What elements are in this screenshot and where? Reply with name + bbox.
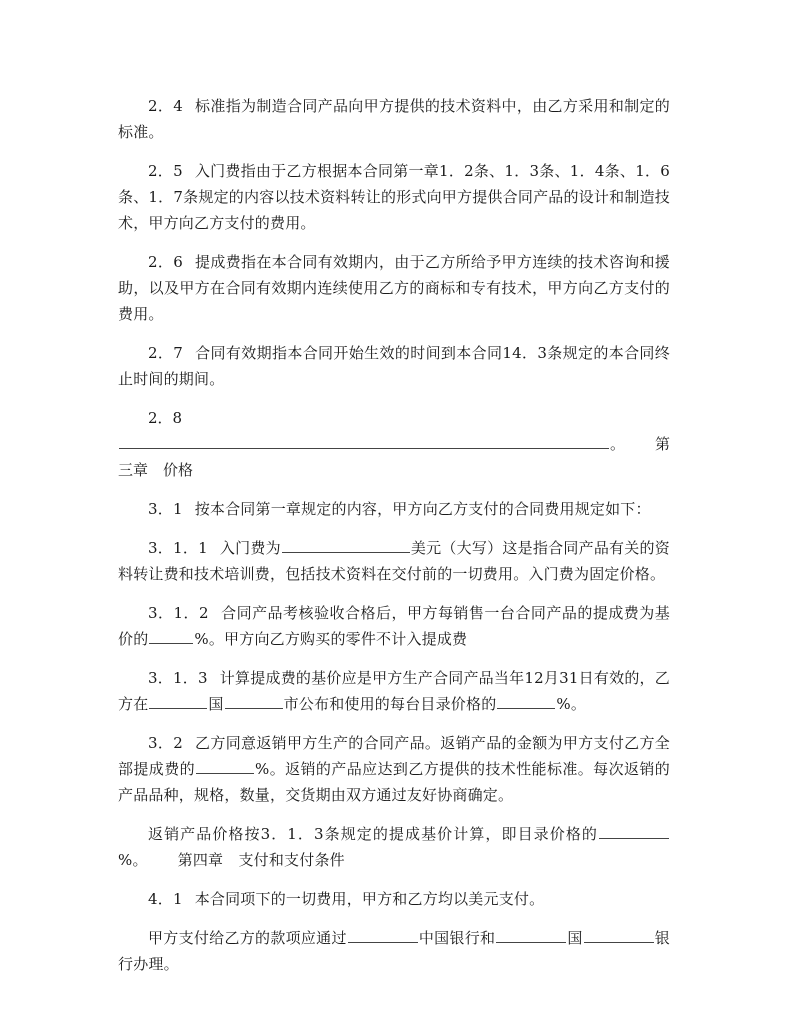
clause-text: 国	[208, 695, 224, 713]
fill-blank-city[interactable]	[225, 691, 283, 709]
clause-text: 国	[567, 929, 583, 947]
clause-number: 2．8	[148, 409, 183, 427]
chapter-heading-prefix: 第	[654, 435, 670, 453]
clause-2-5	[118, 158, 670, 236]
fill-blank-royalty-percent[interactable]	[149, 626, 193, 644]
clause-number: 3．1．3	[148, 669, 208, 687]
clause-text: 计算提成费的基价应是甲方生产合同产品当年12月31日有效的，乙方在	[118, 669, 670, 713]
clause-text: 银行办理。	[118, 929, 670, 973]
clause-text: %。返销的产品应达到乙方提供的技术性能标准。每次返销的产品品种，规格，数量，交货期由双方通过友好协商确定。	[118, 760, 670, 804]
clause-text: 美元（大写）这是指合同产品有关的资料转让费和技术培训费，包括技术资料在交付前的一切费用。入门费为固定价格。	[118, 539, 670, 583]
contract-page	[118, 93, 670, 990]
fill-blank-bank-1[interactable]	[348, 925, 418, 943]
clause-text: 提成费指在本合同有效期内，由于乙方所给予甲方连续的技术咨询和援助，以及甲方在合同有效期内连续使用乙方的商标和专有技术，甲方向乙方支付的费用。	[118, 253, 670, 323]
clause-text: %。	[118, 851, 148, 869]
fill-blank-resale-percent[interactable]	[599, 821, 669, 839]
fill-blank-buyback-percent[interactable]	[196, 756, 254, 774]
clause-3-1	[118, 496, 670, 522]
clause-text: 入门费为	[219, 539, 281, 557]
clause-2-6	[118, 249, 670, 327]
clause-number: 2．6	[148, 253, 183, 271]
clause-text: 合同产品考核验收合格后，甲方每销售一台合同产品的提成费为基价的	[118, 604, 670, 648]
clause-text: %。甲方向乙方购买的零件不计入提成费	[194, 630, 468, 648]
clause-3-1-2	[118, 600, 670, 652]
clause-number: 3．1．1	[148, 539, 208, 557]
clause-2-7	[118, 340, 670, 392]
clause-text: 标准指为制造合同产品向甲方提供的技术资料中，由乙方采用和制定的标准。	[118, 97, 670, 141]
clause-number: 3．1．2	[148, 604, 209, 622]
resale-price-paragraph	[118, 821, 670, 873]
clause-end: 。	[610, 435, 626, 453]
clause-text: 本合同项下的一切费用，甲方和乙方均以美元支付。	[194, 890, 545, 908]
clause-text: 入门费指由于乙方根据本合同第一章1．2条、1．3条、1．4条、1．6条、1．7条规定的内容以技术资料转让的形式向甲方提供合同产品的设计和制造技术，甲方向乙方支付的费用。	[118, 162, 670, 232]
fill-blank[interactable]	[119, 431, 609, 449]
chapter-4-heading: 第四章 支付和支付条件	[177, 851, 345, 869]
clause-text: 按本合同第一章规定的内容，甲方向乙方支付的合同费用规定如下：	[194, 500, 651, 518]
clause-3-1-3	[118, 665, 670, 717]
clause-text: 乙方同意返销甲方生产的合同产品。返销产品的金额为甲方支付乙方全部提成费的	[118, 734, 670, 778]
clause-text: 中国银行和	[418, 929, 496, 947]
payment-paragraph	[118, 925, 670, 977]
fill-blank-country[interactable]	[149, 691, 207, 709]
clause-text: 返销产品价格按3．1．3条规定的提成基价计算，即目录价格的	[148, 825, 598, 843]
clause-4-1	[118, 886, 670, 912]
clause-number: 3．1	[148, 500, 183, 518]
fill-blank-country-2[interactable]	[496, 925, 566, 943]
fill-blank-bank-2[interactable]	[584, 925, 654, 943]
clause-number: 4．1	[148, 890, 183, 908]
clause-2-8	[118, 405, 670, 483]
chapter-3-heading: 三章 价格	[118, 461, 194, 479]
clause-3-1-1	[118, 535, 670, 587]
clause-text: %。	[556, 695, 587, 713]
clause-text: 甲方支付给乙方的款项应通过	[148, 929, 347, 947]
clause-2-4	[118, 93, 670, 145]
clause-number: 2．7	[148, 344, 184, 362]
clause-number: 3．2	[148, 734, 183, 752]
fill-blank-entry-fee[interactable]	[282, 535, 410, 553]
clause-text: 合同有效期指本合同开始生效的时间到本合同14．3条规定的本合同终止时间的期间。	[118, 344, 670, 388]
clause-text: 市公布和使用的每台目录价格的	[283, 695, 497, 713]
fill-blank-list-price-percent[interactable]	[497, 691, 555, 709]
clause-3-2	[118, 730, 670, 808]
clause-number: 2．5	[148, 162, 183, 180]
clause-number: 2．4	[148, 97, 183, 115]
